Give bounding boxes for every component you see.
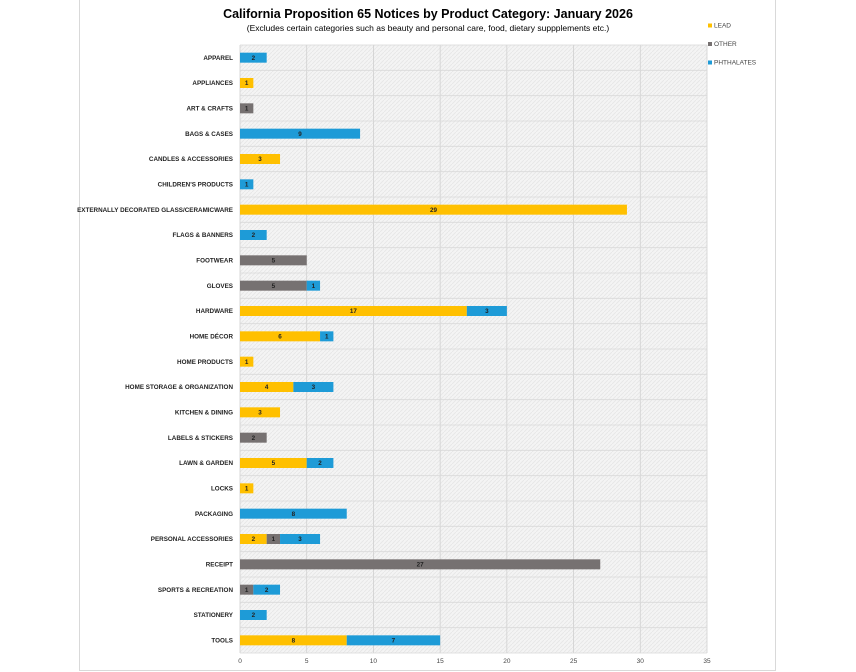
data-label: 29 bbox=[429, 206, 437, 214]
data-label: 8 bbox=[291, 637, 296, 645]
data-label: 1 bbox=[244, 80, 249, 88]
category-label: LOCKS bbox=[210, 485, 233, 493]
category-label: ART & CRAFTS bbox=[186, 105, 233, 113]
data-label: 1 bbox=[244, 358, 249, 366]
data-label: 3 bbox=[298, 536, 302, 544]
data-label: 1 bbox=[244, 586, 249, 594]
category-label: HOME DÉCOR bbox=[189, 333, 233, 341]
x-tick-label: 0 bbox=[238, 658, 242, 665]
category-label: HOME STORAGE & ORGANIZATION bbox=[125, 384, 233, 392]
data-label: 27 bbox=[416, 561, 424, 569]
legend bbox=[708, 23, 757, 67]
category-label: HARDWARE bbox=[195, 308, 233, 316]
category-label: PACKAGING bbox=[194, 510, 233, 518]
data-label: 5 bbox=[271, 460, 276, 468]
data-label: 1 bbox=[244, 181, 249, 189]
data-label: 2 bbox=[251, 434, 256, 442]
category-label: FLAGS & BANNERS bbox=[172, 232, 233, 240]
data-label: 1 bbox=[271, 536, 276, 544]
data-label: 1 bbox=[324, 333, 329, 341]
category-label: TOOLS bbox=[211, 637, 233, 645]
category-label: RECEIPT bbox=[205, 561, 233, 569]
category-label: LAWN & GARDEN bbox=[179, 460, 233, 468]
x-tick-label: 25 bbox=[569, 658, 578, 665]
data-label: 2 bbox=[318, 460, 322, 468]
legend-swatch bbox=[708, 42, 712, 46]
data-label: 2 bbox=[251, 536, 256, 544]
data-label: 1 bbox=[244, 485, 249, 493]
x-tick-label: 5 bbox=[304, 658, 309, 665]
legend-label: PHTHALATES bbox=[714, 59, 757, 67]
category-label: CANDLES & ACCESSORIES bbox=[148, 156, 233, 164]
category-label: LABELS & STICKERS bbox=[167, 434, 233, 442]
data-label: 6 bbox=[278, 333, 282, 341]
x-axis-ticks bbox=[238, 658, 711, 665]
category-label: EXTERNALLY DECORATED GLASS/CERAMICWARE bbox=[77, 206, 233, 214]
chart-title: California Proposition 65 Notices by Product Category: January 2026 bbox=[223, 7, 633, 21]
category-label: CHILDREN'S PRODUCTS bbox=[157, 181, 233, 189]
x-tick-label: 30 bbox=[636, 658, 644, 665]
legend-swatch bbox=[708, 61, 712, 65]
category-label: FOOTWEAR bbox=[196, 257, 233, 265]
category-label: STATIONERY bbox=[193, 612, 233, 620]
data-label: 3 bbox=[311, 384, 316, 392]
data-label: 7 bbox=[391, 637, 396, 645]
data-label: 2 bbox=[251, 54, 256, 62]
category-label: KITCHEN & DINING bbox=[174, 409, 233, 417]
data-label: 5 bbox=[271, 282, 276, 290]
chart-subtitle: (Excludes certain categories such as beauty and personal care, food, dietary suppplements etc.) bbox=[246, 23, 610, 33]
legend-label: OTHER bbox=[714, 41, 737, 48]
data-label: 1 bbox=[244, 105, 249, 113]
category-label: PERSONAL ACCESSORIES bbox=[150, 536, 233, 544]
data-label: 3 bbox=[258, 409, 262, 417]
data-label: 2 bbox=[251, 612, 256, 620]
data-label: 4 bbox=[264, 384, 269, 392]
category-label: SPORTS & RECREATION bbox=[157, 586, 233, 594]
x-tick-label: 10 bbox=[369, 658, 378, 665]
data-label: 17 bbox=[349, 308, 357, 316]
data-label: 3 bbox=[485, 308, 489, 316]
data-label: 9 bbox=[298, 130, 302, 138]
legend-swatch bbox=[708, 24, 712, 28]
category-label: APPLIANCES bbox=[192, 80, 233, 88]
legend-label: LEAD bbox=[714, 22, 731, 30]
category-labels bbox=[77, 55, 234, 645]
category-label: APPAREL bbox=[203, 54, 233, 62]
data-label: 2 bbox=[264, 586, 269, 594]
category-label: HOME PRODUCTS bbox=[177, 358, 233, 366]
category-label: GLOVES bbox=[206, 282, 233, 290]
data-label: 3 bbox=[258, 156, 262, 164]
data-label: 5 bbox=[271, 257, 276, 265]
category-label: BAGS & CASES bbox=[185, 130, 233, 138]
x-tick-label: 15 bbox=[436, 658, 444, 665]
x-tick-label: 20 bbox=[503, 658, 511, 665]
data-label: 1 bbox=[311, 282, 316, 290]
data-label: 2 bbox=[251, 232, 256, 240]
x-tick-label: 35 bbox=[703, 658, 711, 665]
data-label: 8 bbox=[291, 510, 296, 518]
